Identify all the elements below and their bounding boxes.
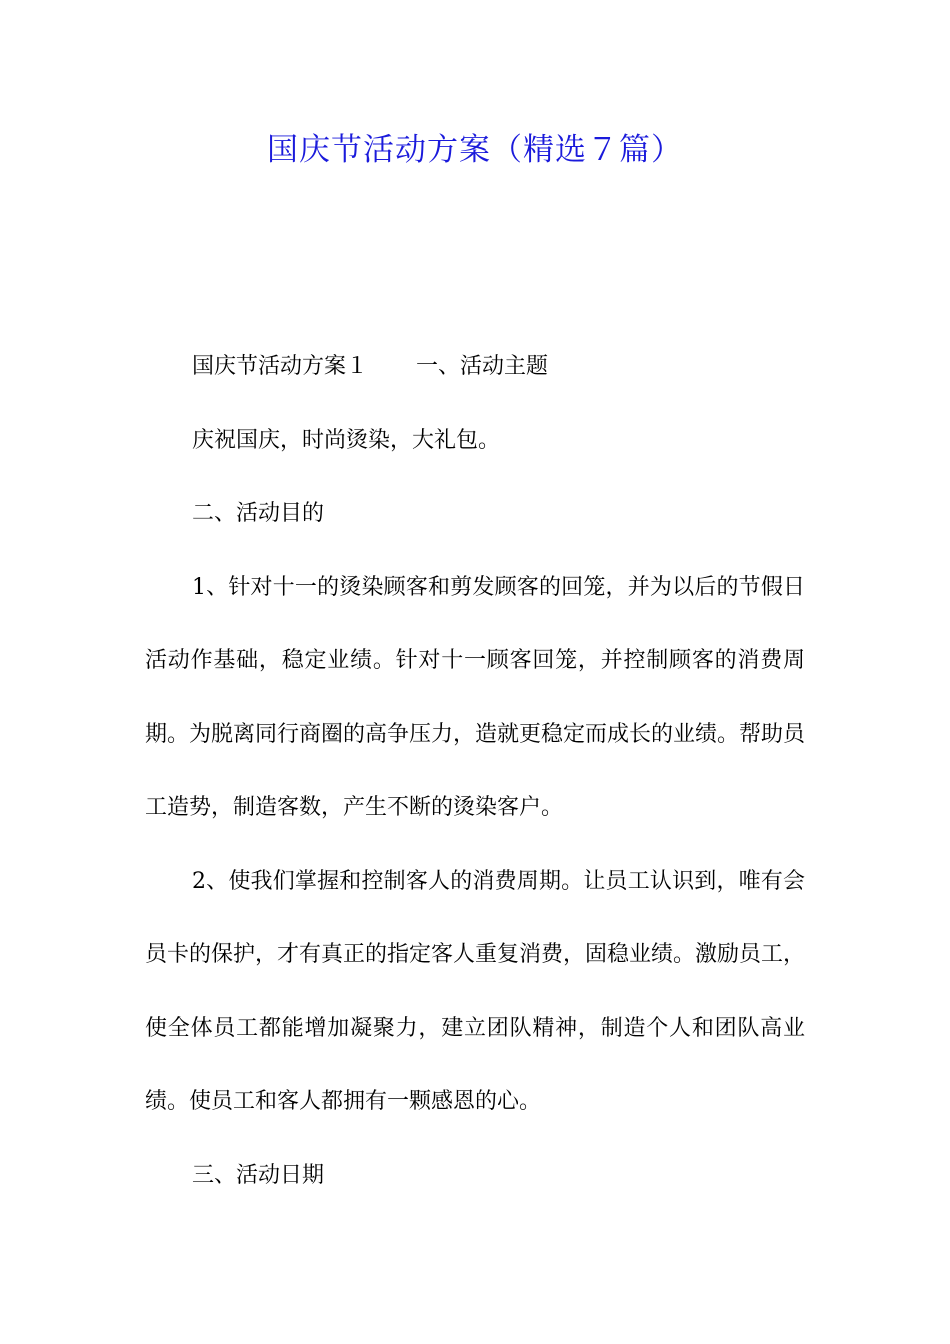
section-heading-line — [145, 330, 805, 404]
document-title: 国庆节活动方案（精选７篇） — [267, 132, 683, 168]
theme-paragraph: 庆祝国庆，时尚烫染，大礼包。 — [192, 427, 501, 453]
purpose-paragraph-1: 1、针对十一的烫染顾客和剪发顾客的回笼，并为以后的节假日活动作基础，稳定业绩。针对十一顾客回笼，并控制顾客的消费周期。为脱离同行商圈的高争压力，造就更稳定而成长的业绩。帮助员工造势，制造客数，产生不断的烫染客户。 — [145, 574, 806, 820]
subheading-theme: 一、活动主题 — [416, 354, 549, 379]
document-body — [145, 330, 805, 1212]
subheading-purpose: 二、活动目的 — [192, 501, 325, 526]
purpose-paragraph-2: 2、使我们掌握和控制客人的消费周期。让员工认识到，唯有会员卡的保护，才有真正的指定客人重复消费，固稳业绩。激励员工，使全体员工都能增加凝聚力，建立团队精神，制造个人和团队高业绩。使员工和客人都拥有一颗感恩的心。 — [145, 868, 806, 1114]
section-heading: 国庆节活动方案１ — [192, 354, 369, 379]
subheading-dates: 三、活动日期 — [192, 1162, 325, 1188]
